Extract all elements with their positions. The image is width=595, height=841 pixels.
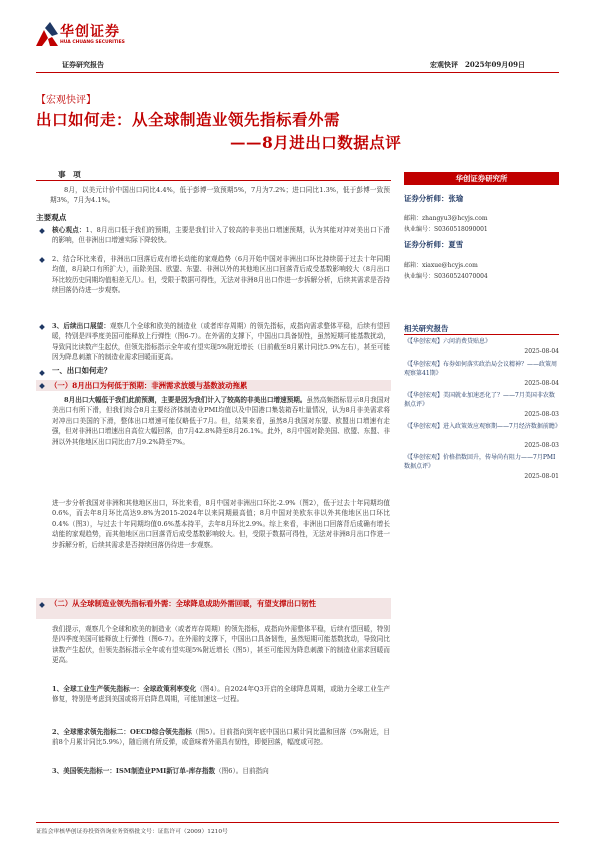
logo-text: 华创证券 — [60, 24, 120, 40]
header-divider — [36, 72, 559, 73]
main-point-1 — [52, 225, 390, 246]
analyst-2-cert: 执业编号：S0360524070004 — [404, 273, 488, 280]
main-points-heading: 主要观点 — [36, 213, 67, 222]
main-point-3-text: 观察几个全球和欧美的制造业（或者库存周期）的领先指标，成指向需求整体平稳，后续有望回暖，特别是四季度美国可能释放上行弹性（图6-7）。在外需的支撑下，中国出口具备韧性，虽然短期可能基数扰动，导致同比读数产生起伏，但领先指标指示全年或有望实现5%附近增长（目前截至8月累计同比5.9%左右），甚至可能因为降息刺激下的制造业需求回暖而更高。 — [52, 322, 391, 362]
logo-subtitle: HUA CHUANG SECURITIES — [60, 40, 125, 45]
section-1-paragraph-1-lead: 8月出口大幅低于我们此前预测，主要是因为我们计入了较高的非美出口增速预期。 — [64, 396, 307, 404]
main-point-3-lead: 3、后续出口展望： — [52, 322, 111, 330]
institute-header: 华创证券研究所 — [404, 172, 559, 185]
bullet-icon — [39, 370, 45, 376]
main-point-1-text: 1、8月出口低于我们的预期，主要是我们计入了较高的非美出口增速预期，认为其能对冲对美出口下滑的影响，但非洲出口增速实际下降较快。 — [52, 226, 391, 245]
report-date-label: 宏观快评 2025年09月09日 — [430, 60, 525, 69]
huachuang-logo-icon — [36, 22, 58, 46]
analyst-1-name: 证券分析师：张瑜 — [404, 194, 464, 203]
report-category: 【宏观快评】 — [36, 95, 96, 106]
events-text: 8月，以美元计价中国出口同比4.4%，低于彭博一致预期5%，7月为7.2%；进口同比1.3%，低于彭博一致预期3%，7月为4.1%。 — [50, 186, 390, 205]
related-report-2[interactable]: 《【华创宏观】布券如何落实政治局会议精神？——政策周观察第41期》 — [404, 361, 558, 377]
indicator-item-1 — [52, 684, 390, 705]
related-reports-divider — [404, 334, 559, 335]
related-report-2-date: 2025-08-04 — [524, 380, 559, 387]
subsection-1-heading: （一）8月出口为何低于预期：非洲需求放缓与基数波动拖累 — [50, 381, 248, 390]
main-point-1-lead: 核心观点： — [52, 226, 86, 234]
related-report-4-date: 2025-08-03 — [524, 442, 559, 449]
related-report-5[interactable]: 《【华创宏观】价格指数回升，传导尚有阻力——7月PMI数据点评》 — [404, 454, 556, 470]
indicator-item-2-text: （图5）。目前指向到年底中国出口累计同比温和回落（5%附近，目前8个月累计同比5.9%），随后则有所反弹，或意味着外需具有韧性，即便回落，幅度或可控。 — [52, 728, 390, 747]
report-type-label: 证券研究报告 — [62, 60, 104, 69]
indicator-item-2 — [52, 727, 390, 748]
section-1-heading: 一、出口如何走？ — [52, 366, 112, 375]
footer-license: 证监会审核华创证券投资咨询业务资格批文号：证监许可（2009）1210号 — [36, 829, 228, 835]
main-point-3 — [52, 321, 390, 363]
related-report-5-date: 2025-08-01 — [524, 473, 559, 480]
bullet-icon — [39, 257, 45, 263]
analyst-2-name: 证券分析师：夏雪 — [404, 240, 464, 249]
related-report-1-date: 2025-08-04 — [524, 348, 559, 355]
indicator-item-3 — [52, 766, 390, 776]
indicator-item-1-text: （图4）。自2024年Q3开启的全球降息周期，或助力全球工业生产修复，特别是考虑到美国或将开启降息周期，可能加速这一过程。 — [52, 685, 390, 704]
related-report-3-date: 2025-08-03 — [524, 411, 559, 418]
related-report-3[interactable]: 《【华创宏观】美国就业加速恶化了？——7月美国非农数据点评》 — [404, 392, 555, 408]
indicator-item-3-text: （图6）。目前指向 — [215, 767, 269, 775]
analyst-1-email[interactable]: 邮箱：zhangyu3@hcyjs.com — [404, 215, 488, 222]
main-point-2: 2、结合环比来看，非洲出口回落后成有增长动能的家观趋势（6月开始中国对非洲出口环比持续弱于过去十年同期均值，8月缺口有所扩大），而除美国、欧盟、东盟、非洲以外的其他地区出口回落背后成受基数影响较大（8月出口环比较历史同期均值相差无几）。但，受限于数据可得性，无法对非洲8月出口作进一步拆解分析，后续其需求是否持续回落仍待进一步观察。 — [52, 255, 390, 295]
section-1-paragraph-1 — [52, 395, 390, 447]
bullet-icon — [39, 324, 45, 330]
indicator-item-3-lead: 3、美国领先指标一：ISM制造业PMI新订单-库存指数 — [52, 767, 216, 775]
report-title: 出口如何走：从全球制造业领先指标看外需 — [36, 110, 341, 129]
indicator-item-2-lead: 2、全球需求领先指标二：OECD综合领先指标 — [52, 728, 192, 736]
section-1-paragraph-3: 我们提示，观察几个全球和欧美的制造业（或者库存周期）的领先指标，成指向外需整体平稳，后续有望回暖，特别是四季度美国可能释放上行弹性（图6-7）。在外需的支撑下，中国出口具备韧性，虽然短期可能基数扰动，导致同比读数产生起伏，但领先指标指示全年或有望实现5%附近增长（图5），甚至可能因为降息刺激下的制造业需求回暖而更高。 — [52, 625, 390, 665]
indicator-item-1-lead: 1、全球工业生产领先指标一：全球政策利率变化 — [52, 685, 197, 693]
analyst-1-cert: 执业编号：S0360518090001 — [404, 226, 488, 233]
bullet-icon — [39, 228, 45, 234]
footer-divider — [36, 822, 559, 823]
section-1-paragraph-2: 进一步分析我国对非洲和其他地区出口，环比来看，8月中国对非洲出口环比-2.9%（图2），低于过去十年同期均值0.6%，而去年8月环比高达9.8%为2015-2024年以来同期最高值；8月中国对美欧东非以外其他地区出口环比0.4%（图3），与过去十年同期均值0.6%基本持平，去年8月环比2.9%。综上来看，非洲出口回落背后成确有增长动能的家观趋势，而其他地区出口回落背后成受基数影响较大。但，受限于数据可得性，无法对非洲8月出口作进一步拆解分析，后续其需求是否持续回落仍待进一步观察。 — [52, 499, 390, 549]
related-report-4[interactable]: 《【华创宏观】进入政策效应观察期——7月经济数据前瞻》 — [404, 423, 561, 430]
report-subtitle: ——8月进出口数据点评 — [230, 133, 402, 152]
events-divider — [36, 180, 391, 181]
related-reports-heading: 相关研究报告 — [404, 324, 449, 333]
subsection-2-heading: （二）从全球制造业领先指标看外需：全球降息成助外需回暖，有望支撑出口韧性 — [50, 599, 317, 608]
events-heading: 事 项 — [58, 170, 81, 179]
related-report-1[interactable]: 《【华创宏观】六问消费贷贴息》 — [404, 338, 492, 345]
section-1-paragraph-1-text: 虽然高频指标显示8月我国对美出口有所下滑，但我们综合8月主要经济体制造业PMI均值以及中国港口集装箱吞吐量情况，认为8月非美需求将对冲出口美国的下滑，整体出口增速可能仅略低于7月。但，结果来看，虽然8月我国对东盟、欧盟出口增速有走强，但对非洲出口增速出自高位大幅回落，由7月42.8%降至8月26.1%。此外，8月中国对除美国、欧盟、东盟、非洲以外其他地区出口同比由7月9.2%降至7%。 — [52, 396, 391, 446]
analyst-2-email[interactable]: 邮箱：xiaxue@hcyjs.com — [404, 262, 478, 269]
